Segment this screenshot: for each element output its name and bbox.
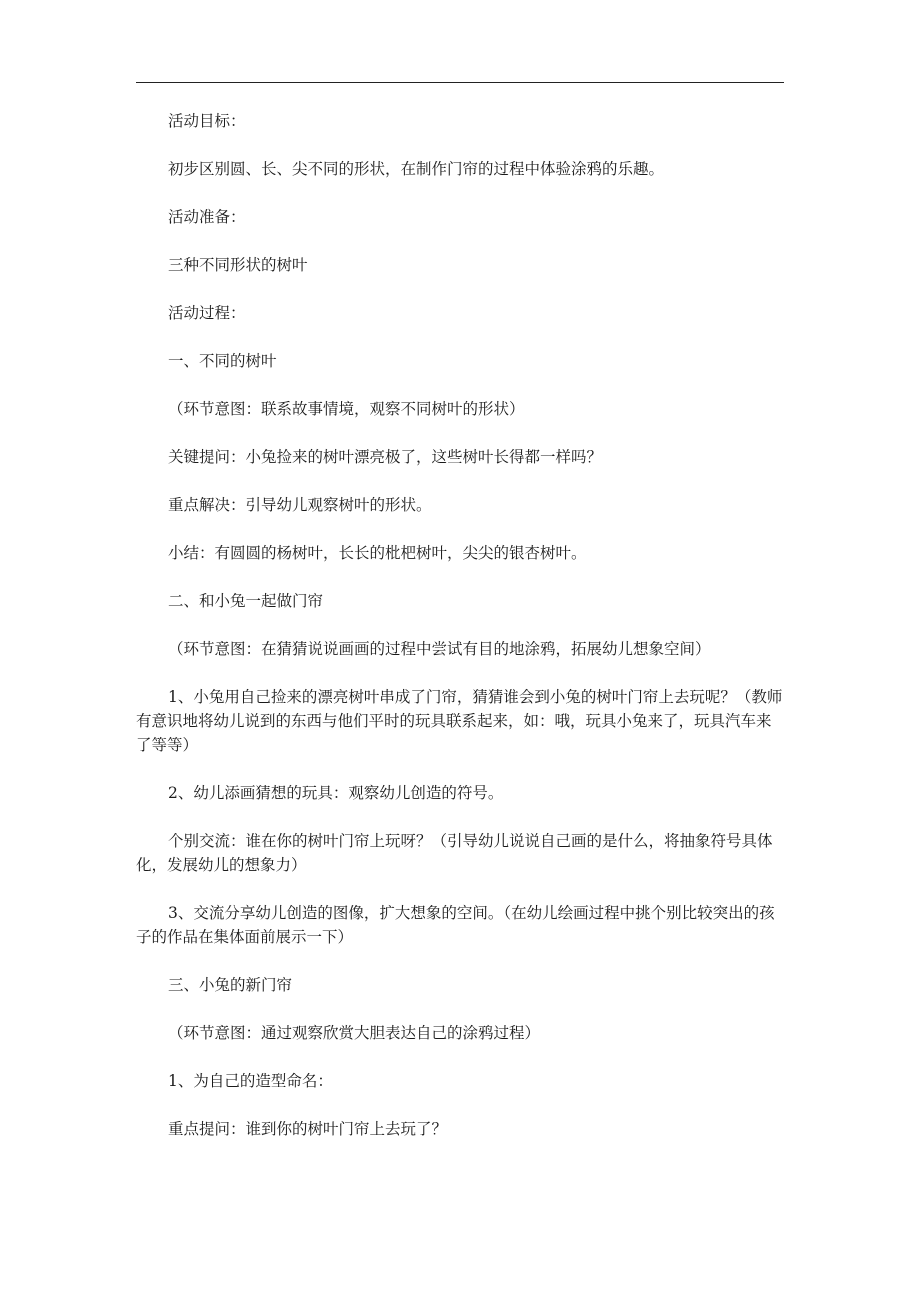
heading-activity-goal: 活动目标： [168, 112, 246, 130]
header-rule [136, 82, 784, 83]
section-heading-1: 一、不同的树叶 [168, 352, 277, 370]
section-intent-2: （环节意图：在猜猜说说画画的过程中尝试有目的地涂鸦，拓展幼儿想象空间） [168, 640, 711, 658]
paragraph-focus-question: 重点提问：谁到你的树叶门帘上去玩了？ [168, 1120, 448, 1138]
section-heading-2: 二、和小兔一起做门帘 [168, 592, 324, 610]
section-heading-3: 三、小兔的新门帘 [168, 976, 293, 994]
heading-activity-process: 活动过程： [168, 304, 246, 322]
paragraph-focus: 重点解决：引导幼儿观察树叶的形状。 [168, 496, 432, 514]
paragraph-prep-text: 三种不同形状的树叶 [168, 256, 308, 274]
paragraph-step-1: 1、小兔用自己捡来的漂亮树叶串成了门帘，猜猜谁会到小兔的树叶门帘上去玩呢？（教师有意识地将幼儿说到的东西与他们平时的玩具联系起来，如：哦，玩具小兔来了，玩具汽车来了等等） [136, 688, 783, 754]
paragraph-goal-text: 初步区别圆、长、尖不同的形状，在制作门帘的过程中体验涂鸦的乐趣。 [168, 160, 665, 178]
paragraph-individual-exchange: 个别交流：谁在你的树叶门帘上玩呀？（引导幼儿说说自己画的是什么，将抽象符号具体化，发展幼儿的想象力） [136, 832, 773, 874]
section-intent-3: （环节意图：通过观察欣赏大胆表达自己的涂鸦过程） [168, 1024, 541, 1042]
paragraph-summary: 小结：有圆圆的杨树叶，长长的枇杷树叶，尖尖的银杏树叶。 [168, 544, 587, 562]
section-intent-1: （环节意图：联系故事情境，观察不同树叶的形状） [168, 400, 525, 418]
paragraph-naming: 1、为自己的造型命名： [168, 1072, 333, 1090]
document-body [136, 109, 784, 1141]
heading-activity-prep: 活动准备： [168, 208, 246, 226]
paragraph-step-3: 3、交流分享幼儿创造的图像，扩大想象的空间。（在幼儿绘画过程中挑个别比较突出的孩子的作品在集体面前展示一下） [136, 904, 775, 946]
paragraph-key-question: 关键提问：小兔捡来的树叶漂亮极了，这些树叶长得都一样吗？ [168, 448, 603, 466]
paragraph-step-2: 2、幼儿添画猜想的玩具：观察幼儿创造的符号。 [168, 784, 504, 802]
